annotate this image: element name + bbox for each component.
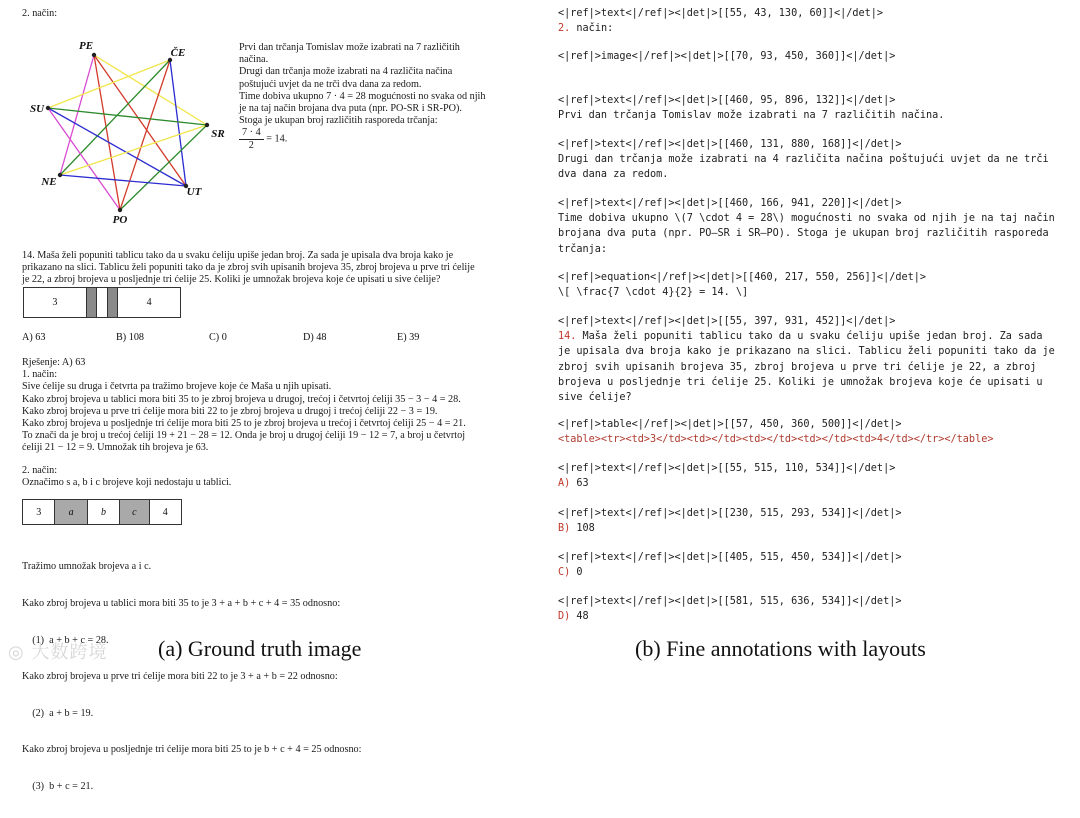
annotation-tag: <|ref|>text<|/ref|><|det|>[[405, 515, 450, 534]]<|/det|> xyxy=(558,552,902,563)
graph-node-su xyxy=(46,106,50,110)
annotation-block xyxy=(558,550,901,580)
explanation-line: Drugi dan trčanja može izabrati na 4 različita načina xyxy=(239,66,453,78)
section-heading-2nacin: 2. način: xyxy=(22,465,58,476)
option-d: D) 48 xyxy=(303,332,327,343)
graph-edge-ce-po xyxy=(120,60,170,210)
annotation-content: <table><tr><td>3</td><td></td><td></td><td></td><td>4</td></tr></table> xyxy=(558,434,994,446)
explanation-line: poštujući uvjet da ne trči dva dana za redom. xyxy=(239,78,422,90)
table-cell-gray: c xyxy=(120,500,149,525)
annotation-content: Time dobiva ukupno \(7 \cdot 4 = 28\) mogućnosti no svaka od njih je na taj način brojana dva puta (npr. PO–SR i SR–PO). Stoga je ukupan broj različitih rasporeda trčanja: xyxy=(558,213,1055,255)
annotation-content: C) 0 xyxy=(558,567,583,579)
solution-line: 1. način: xyxy=(22,369,58,381)
solution-line: Sive ćelije su druga i četvrta pa tražimo brojeve koje će Maša u njih upisati. xyxy=(22,381,332,393)
explanation-line: Stoga je ukupan broj različitih rasporeda trčanja: xyxy=(239,115,438,127)
annotation-tag: <|ref|>text<|/ref|><|det|>[[55, 43, 130, 60]]<|/det|> xyxy=(558,8,884,19)
explanation-line: Prvi dan trčanja Tomislav može izabrati na 7 različitih xyxy=(239,42,460,53)
section-2-intro xyxy=(22,465,231,489)
option-a: A) 63 xyxy=(22,332,46,343)
caption-b: (b) Fine annotations with layouts xyxy=(635,636,926,661)
annotation-block xyxy=(558,594,901,624)
annotation-content: D) 48 xyxy=(558,611,589,623)
annotation-tag: <|ref|>text<|/ref|><|det|>[[460, 95, 896, 132]]<|/det|> xyxy=(558,95,896,106)
annotation-block xyxy=(558,314,1055,405)
table-cell-gray xyxy=(107,288,117,318)
graph-node-ne xyxy=(58,173,62,177)
graph-edge-pe-po xyxy=(94,55,120,210)
fraction-denominator: 2 xyxy=(248,140,254,151)
derivation-line: (2) a + b = 19. xyxy=(22,707,94,719)
problem-line: 14. Maša želi popuniti tablicu tako da u svaku ćeliju upiše jedan broj. Za sada je upisala dva broja kako je xyxy=(22,250,454,261)
graph-edge-ne-ut xyxy=(60,175,186,186)
annotation-content: \[ \frac{7 \cdot 4}{2} = 14. \] xyxy=(558,287,749,299)
table-cell-gray: a xyxy=(55,500,87,525)
option-e: E) 39 xyxy=(397,332,420,343)
annotation-tag: <|ref|>image<|/ref|><|det|>[[70, 93, 450, 360]]<|/det|> xyxy=(558,51,896,62)
table-cell: 3 xyxy=(24,288,87,318)
fraction-equation xyxy=(239,127,287,152)
annotation-block xyxy=(558,270,926,300)
annotation-content: Drugi dan trčanja može izabrati na 4 različita načina poštujući uvjet da ne trči dva dana za redom. xyxy=(558,154,1049,181)
derivation-line: Kako zbroj brojeva u posljednje tri ćelije mora biti 25 to je b + c + 4 = 25 odnosno: xyxy=(22,744,362,756)
annotation-tag: <|ref|>text<|/ref|><|det|>[[460, 166, 941, 220]]<|/det|> xyxy=(558,198,902,209)
graph-node-label: UT xyxy=(186,186,202,198)
derivation-line: Tražimo umnožak brojeva a i c. xyxy=(22,561,152,573)
annotation-tag: <|ref|>text<|/ref|><|det|>[[55, 515, 110, 534]]<|/det|> xyxy=(558,463,896,474)
graph-node-sr xyxy=(205,123,209,127)
derivation-line: Kako zbroj brojeva u tablici mora biti 35 to je 3 + a + b + c + 4 = 35 odnosno: xyxy=(22,598,341,610)
solution-line: Kako zbroj brojeva u tablici mora biti 35 to je zbroj brojeva u drugoj, trećoj i četvrtoj ćeliji 35 − 3 − 4 = 28. xyxy=(22,393,461,405)
annotation-tag: <|ref|>text<|/ref|><|det|>[[581, 515, 636, 534]]<|/det|> xyxy=(558,596,902,607)
derivation-line: (3) b + c = 21. xyxy=(22,781,94,793)
watermark-icon: ◎ xyxy=(8,642,25,663)
graph-edge-su-ut xyxy=(48,108,186,186)
problem-line: je 22, a zbroj brojeva u posljednje tri ćelije 25. Koliki je umnožak brojeva koje će upisati u sive ćelije? xyxy=(22,274,441,286)
annotation-tag: <|ref|>text<|/ref|><|det|>[[460, 131, 880, 168]]<|/det|> xyxy=(558,139,902,150)
table-cell-gray xyxy=(86,288,96,318)
annotation-block xyxy=(558,417,993,447)
annotation-block xyxy=(558,461,895,491)
running-days-graph xyxy=(0,0,240,230)
annotation-block xyxy=(558,49,895,64)
annotation-block xyxy=(558,93,944,123)
explanation-line: je na taj način brojana dva puta (npr. PO-SR i SR-PO). xyxy=(239,103,462,115)
derivation-line: (1) a + b + c = 28. xyxy=(22,634,109,646)
caption-a: (a) Ground truth image xyxy=(158,636,362,661)
graph-node-label: ČE xyxy=(170,47,186,59)
explanation-line: Time dobiva ukupno 7 · 4 = 28 mogućnosti no svaka od njih xyxy=(239,90,486,102)
annotation-tag: <|ref|>table<|/ref|><|det|>[[57, 450, 360, 500]]<|/det|> xyxy=(558,419,902,430)
table-cell: 4 xyxy=(149,500,181,525)
graph-node-label: PE xyxy=(78,40,94,52)
annotation-tag: <|ref|>equation<|/ref|><|det|>[[460, 217, 550, 256]]<|/det|> xyxy=(558,272,927,283)
solution-text xyxy=(22,357,466,455)
table-cell xyxy=(97,288,107,318)
annotation-content: A) 63 xyxy=(558,478,589,490)
table-cell: 3 xyxy=(23,500,55,525)
solution-line: Rješenje: A) 63 xyxy=(22,357,86,368)
graph-node-label: SR xyxy=(211,128,225,140)
section-2-derivation xyxy=(22,537,362,818)
fraction-result: = 14. xyxy=(266,133,288,145)
section-heading-2nacin: 2. način: xyxy=(22,8,58,19)
annotation-block xyxy=(558,6,883,36)
annotation-block xyxy=(558,137,1049,183)
fraction xyxy=(239,127,264,152)
ground-truth-panel xyxy=(0,0,540,793)
solution-line: Kako zbroj brojeva u posljednje tri ćelije mora biti 25 to je zbroj brojeva u trećoj i četvrtoj ćeliji 25 − 4 = 21. xyxy=(22,418,466,430)
annotation-content: B) 108 xyxy=(558,523,595,535)
watermark-logo xyxy=(8,638,107,664)
option-b: B) 108 xyxy=(116,332,145,343)
graph-node-pe xyxy=(92,53,96,57)
graph-node-label: PO xyxy=(112,214,128,226)
annotation-block xyxy=(558,506,901,536)
annotation-tag: <|ref|>text<|/ref|><|det|>[[230, 515, 293, 534]]<|/det|> xyxy=(558,508,902,519)
explanation-text xyxy=(239,42,485,127)
graph-node-label: NE xyxy=(41,176,57,188)
annotation-content: 14. Maša želi popuniti tablicu tako da u svaku ćeliju upiše jedan broj. Za sada je upisala dva broja kako je prikazano na slici. Tablicu želi popuniti tako da je zbroj svih upisanih brojeva 35, zbroj brojeva u prve tri ćelije je 22, a zbroj brojeva u posljednje tri ćelije 25. Koliki je umnožak brojeva koje će upisati u sive ćelije? xyxy=(558,331,1055,404)
problem-line: prikazano na slici. Tablicu želi popuniti tako da je zbroj svih upisanih brojeva 35, zbroj brojeva u prve tri ćelije xyxy=(22,262,475,274)
graph-node-label: SU xyxy=(29,103,45,115)
table-cell: 4 xyxy=(118,288,181,318)
annotation-block xyxy=(558,196,1055,257)
option-c: C) 0 xyxy=(209,332,227,343)
graph-node-po xyxy=(118,208,122,212)
explanation-line: načina. xyxy=(239,54,269,66)
annotation-panel xyxy=(540,0,1080,675)
variables-table xyxy=(22,499,182,525)
derivation-line: Kako zbroj brojeva u prve tri ćelije mora biti 22 to je 3 + a + b = 22 odnosno: xyxy=(22,671,338,683)
section-intro-line: Označimo s a, b i c brojeve koji nedostaju u tablici. xyxy=(22,477,232,489)
annotation-content: Prvi dan trčanja Tomislav može izabrati na 7 različitih načina. xyxy=(558,110,945,122)
annotation-tag: <|ref|>text<|/ref|><|det|>[[55, 397, 931, 452]]<|/det|> xyxy=(558,316,896,327)
problem-14-text xyxy=(22,250,475,287)
solution-line: To znači da je broj u trećoj ćeliji 19 + 21 − 28 = 12. Onda je broj u drugoj ćeliji 19 − 12 = 7, a broj u četvrtoj xyxy=(22,430,466,442)
fraction-numerator: 7 · 4 xyxy=(239,127,264,140)
annotation-content: 2. način: xyxy=(558,23,614,35)
solution-line: ćeliji 21 − 12 = 9. Umnožak tih brojeva je 63. xyxy=(22,442,209,454)
problem-table xyxy=(23,287,181,318)
table-cell: b xyxy=(87,500,119,525)
watermark-text: 大数跨境 xyxy=(31,642,108,663)
graph-edge-ce-su xyxy=(48,60,170,108)
solution-line: Kako zbroj brojeva u prve tri ćelije mora biti 22 to je zbroj brojeva u drugoj i trećoj ćeliji 22 − 3 = 19. xyxy=(22,405,438,417)
